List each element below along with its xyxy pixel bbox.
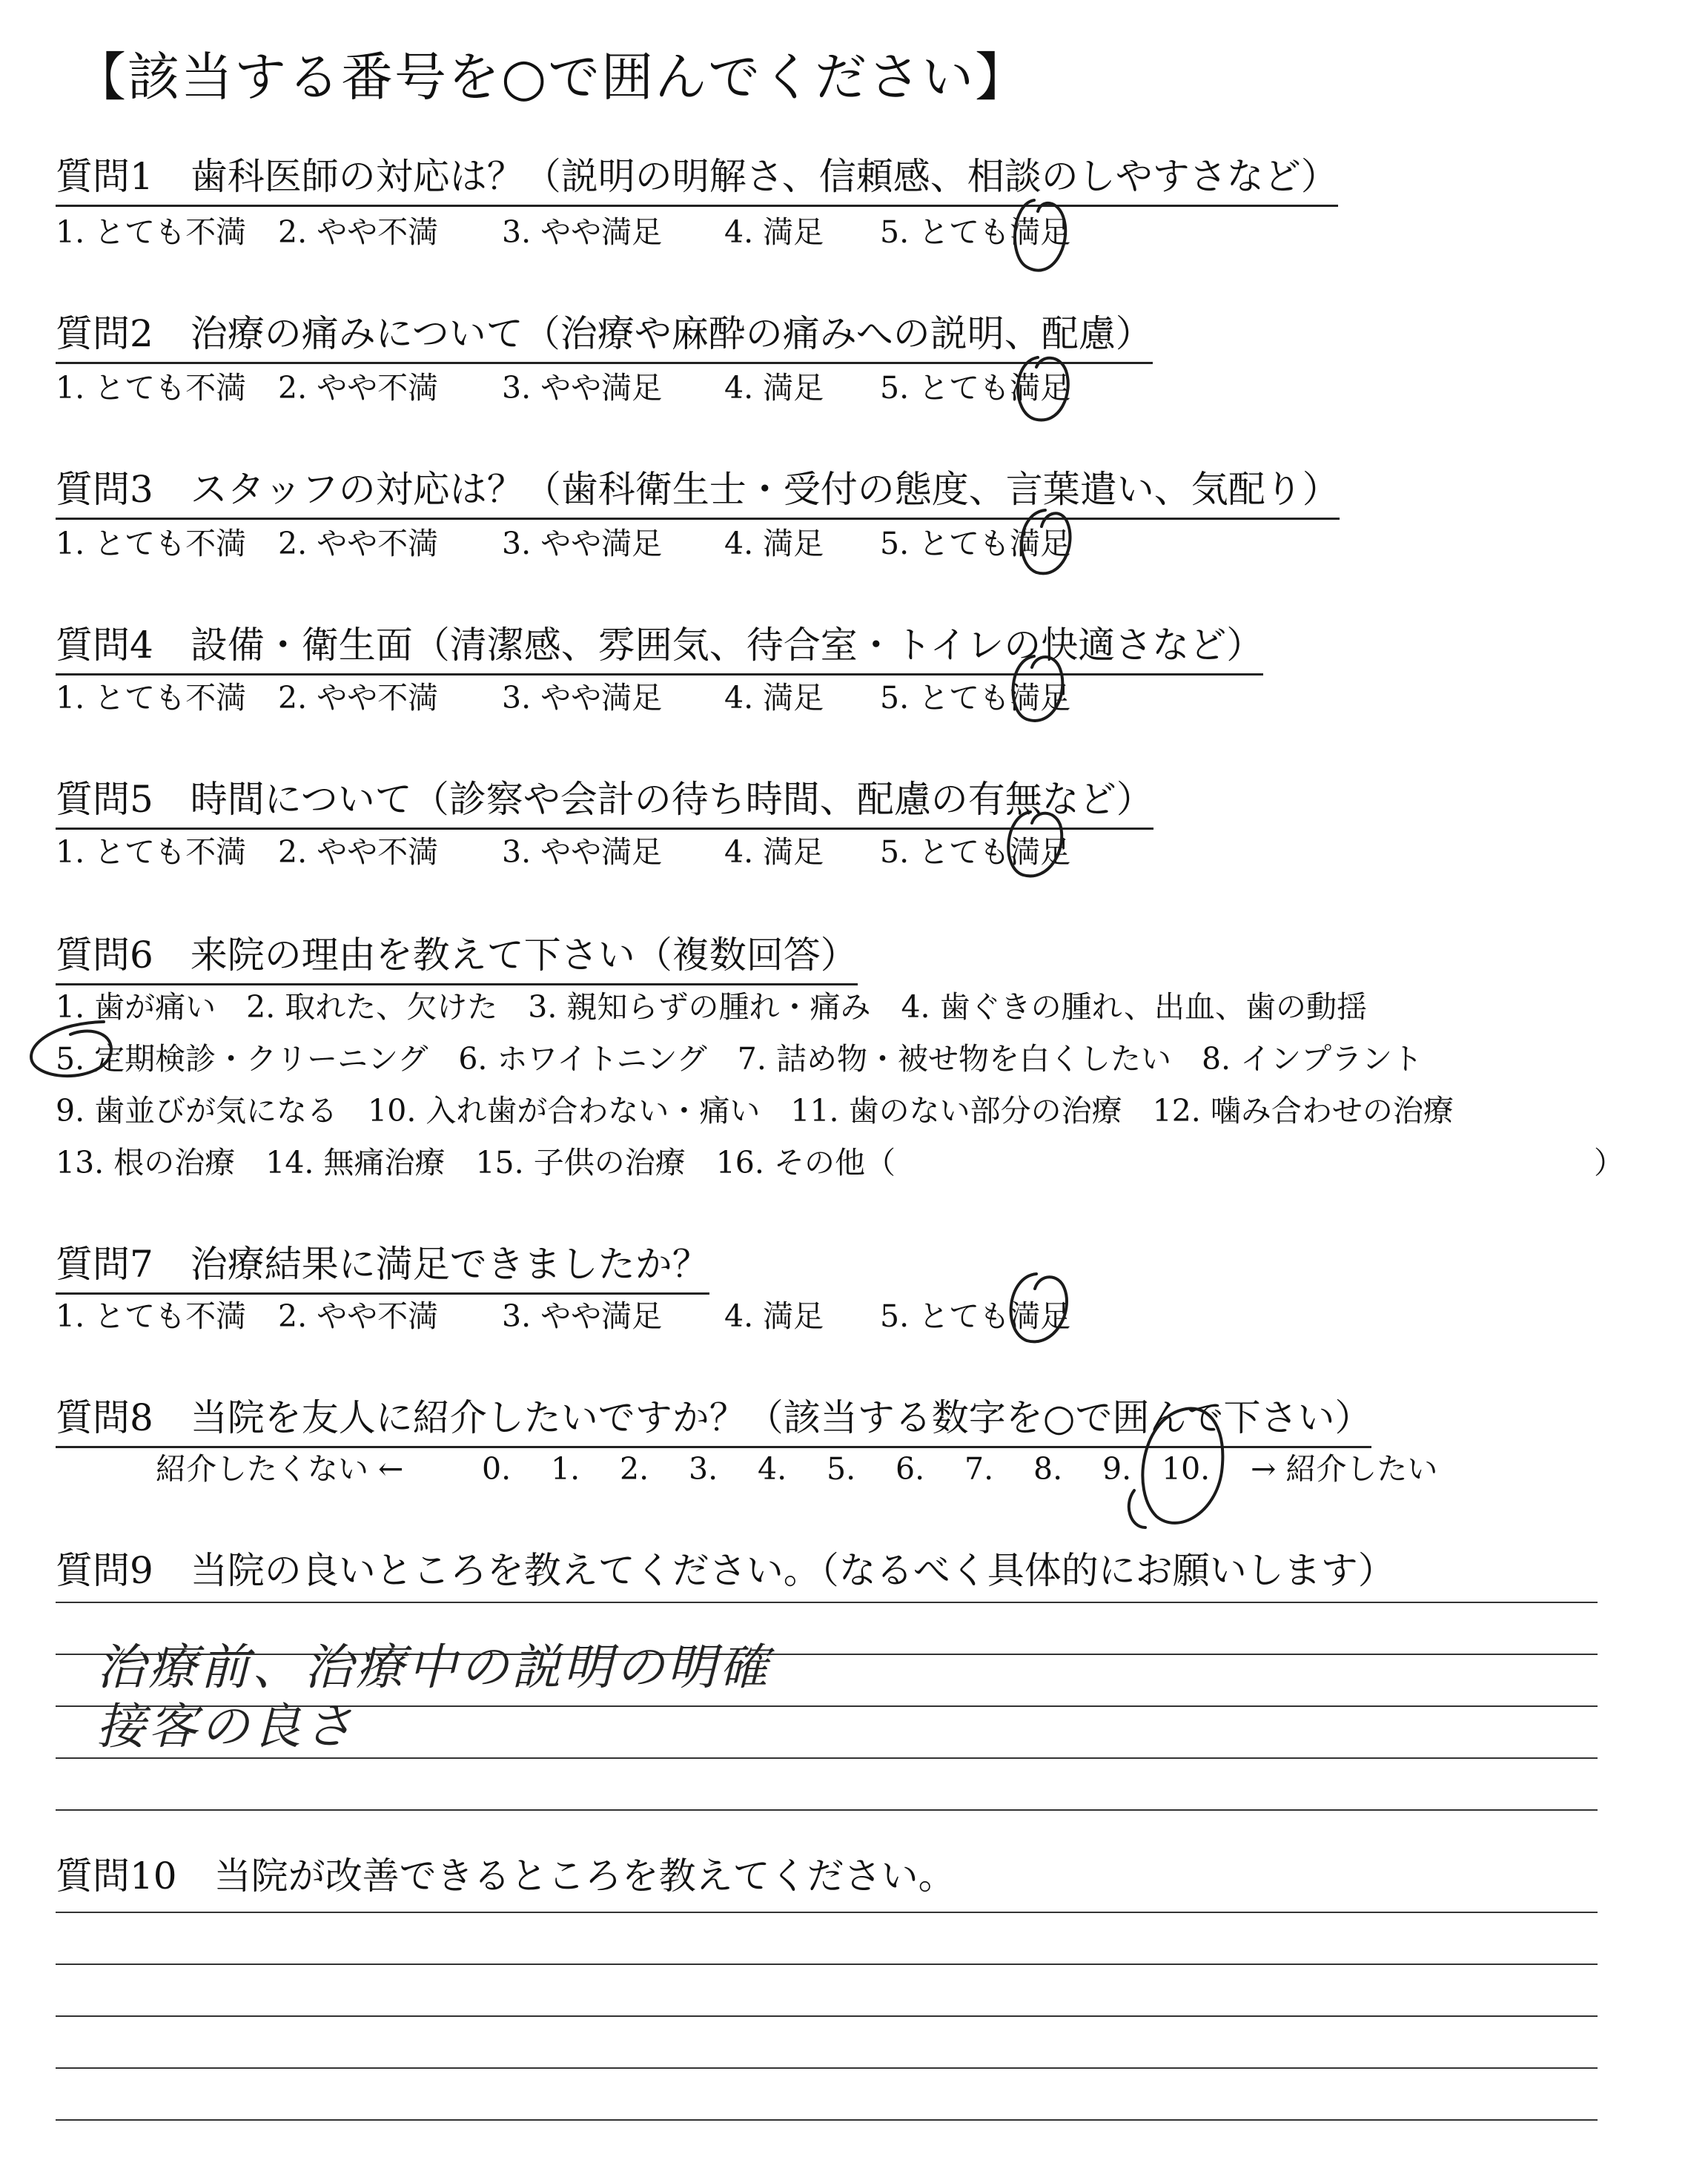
q5-option-3[interactable]: 3. やや満足 (502, 834, 663, 870)
q6-options-row-1[interactable]: 1. 歯が痛い 2. 取れた、欠けた 3. 親知らずの腫れ・痛み 4. 歯ぐきの腫れ、出血、歯の動揺 (56, 989, 1368, 1025)
q4-option-4[interactable]: 4. 満足 (724, 680, 824, 716)
q6-options-row-2[interactable]: 5. 定期検診・クリーニング 6. ホワイトニング 7. 詰め物・被せ物を白くしたい 8. インプラント (56, 1041, 1423, 1077)
q2-option-1[interactable]: 1. とても不満 (56, 370, 247, 406)
q8-scale-1[interactable]: 1. (551, 1451, 580, 1487)
q3-option-4[interactable]: 4. 満足 (724, 526, 824, 561)
q9-handwritten-answer-2[interactable]: 接客の良さ (96, 1698, 356, 1755)
q8-scale-6[interactable]: 6. (896, 1451, 925, 1487)
q7-option-1[interactable]: 1. とても不満 (56, 1298, 247, 1334)
q4-option-2[interactable]: 2. やや不満 (278, 680, 439, 716)
q1-option-1[interactable]: 1. とても不満 (56, 214, 247, 250)
q2-option-2[interactable]: 2. やや不満 (278, 370, 439, 406)
q9-handwritten-answer-1[interactable]: 治療前、治療中の説明の明確 (96, 1639, 771, 1696)
question-3-title: 質問3 スタッフの対応は？（歯科衛生士・受付の態度、言葉遣い、気配り） (56, 460, 1340, 520)
q2-option-4[interactable]: 4. 満足 (724, 370, 824, 406)
question-7-title: 質問7 治療結果に満足できましたか？ (56, 1235, 709, 1295)
q8-scale-9[interactable]: 9. (1102, 1451, 1132, 1487)
q8-scale-10[interactable]: 10. (1162, 1451, 1211, 1487)
q3-option-3[interactable]: 3. やや満足 (502, 526, 663, 561)
q7-option-4[interactable]: 4. 満足 (724, 1298, 824, 1334)
q4-option-1[interactable]: 1. とても不満 (56, 680, 247, 716)
q8-scale-5[interactable]: 5. (827, 1451, 856, 1487)
q5-selection-circle (1008, 812, 1062, 876)
q5-option-1[interactable]: 1. とても不満 (56, 834, 247, 870)
q8-scale-0[interactable]: 0. (482, 1451, 512, 1487)
q8-scale-3[interactable]: 3. (689, 1451, 718, 1487)
q8-scale-8[interactable]: 8. (1033, 1451, 1063, 1487)
question-1-title: 質問1 歯科医師の対応は？（説明の明解さ、信頼感、相談のしやすさなど） (56, 147, 1338, 207)
q3-option-5[interactable]: 5. とても満足 (880, 526, 1071, 561)
question-5-title: 質問5 時間について（診察や会計の待ち時間、配慮の有無など） (56, 770, 1153, 830)
q1-selection-circle (1015, 200, 1065, 271)
page-header: 【該当する番号を○で囲んでください】 (74, 47, 1029, 108)
q8-scale-2[interactable]: 2. (620, 1451, 649, 1487)
q7-option-3[interactable]: 3. やや満足 (502, 1298, 663, 1334)
q6-other-close-paren: ） (1594, 1145, 1624, 1180)
q7-selection-circle (1011, 1274, 1067, 1341)
q6-options-row-3[interactable]: 9. 歯並びが気になる 10. 入れ歯が合わない・痛い 11. 歯のない部分の治療 12. 噛み合わせの治療 (56, 1093, 1454, 1129)
q5-option-5[interactable]: 5. とても満足 (880, 834, 1071, 870)
q7-option-2[interactable]: 2. やや不満 (278, 1298, 439, 1334)
question-9-title: 質問9 当院の良いところを教えてください。（なるべく具体的にお願いします） (56, 1549, 1395, 1592)
q4-option-5[interactable]: 5. とても満足 (880, 680, 1071, 716)
question-2-title: 質問2 治療の痛みについて（治療や麻酔の痛みへの説明、配慮） (56, 304, 1153, 364)
question-8-title: 質問8 当院を友人に紹介したいですか？（該当する数字を○で囲んで下さい） (56, 1388, 1371, 1448)
q5-option-2[interactable]: 2. やや不満 (278, 834, 439, 870)
q1-option-4[interactable]: 4. 満足 (724, 214, 824, 250)
q3-option-1[interactable]: 1. とても不満 (56, 526, 247, 561)
question-6-title: 質問6 来院の理由を教えて下さい（複数回答） (56, 925, 858, 985)
q8-selection-circle (1129, 1409, 1223, 1527)
q6-options-row-4[interactable]: 13. 根の治療 14. 無痛治療 15. 子供の治療 16. その他（ (56, 1145, 896, 1180)
q6-selection-circle (31, 1022, 111, 1076)
q8-left-label: 紹介したくない ← (156, 1451, 404, 1487)
q3-option-2[interactable]: 2. やや不満 (278, 526, 439, 561)
q2-option-5[interactable]: 5. とても満足 (880, 370, 1071, 406)
q1-option-5[interactable]: 5. とても満足 (880, 214, 1071, 250)
q1-option-3[interactable]: 3. やや満足 (502, 214, 663, 250)
question-10-title: 質問10 当院が改善できるところを教えてください。 (56, 1855, 956, 1898)
q8-right-label: → 紹介したい (1251, 1451, 1438, 1487)
question-4-title: 質問4 設備・衛生面（清潔感、雰囲気、待合室・トイレの快適さなど） (56, 615, 1263, 676)
q4-option-3[interactable]: 3. やや満足 (502, 680, 663, 716)
q4-selection-circle (1013, 656, 1063, 721)
q1-option-2[interactable]: 2. やや不満 (278, 214, 439, 250)
q8-scale-7[interactable]: 7. (964, 1451, 994, 1487)
q7-option-5[interactable]: 5. とても満足 (880, 1298, 1071, 1334)
q2-selection-circle (1018, 357, 1068, 420)
q8-scale-4[interactable]: 4. (758, 1451, 787, 1487)
q5-option-4[interactable]: 4. 満足 (724, 834, 824, 870)
q2-option-3[interactable]: 3. やや満足 (502, 370, 663, 406)
q3-selection-circle (1022, 510, 1070, 573)
